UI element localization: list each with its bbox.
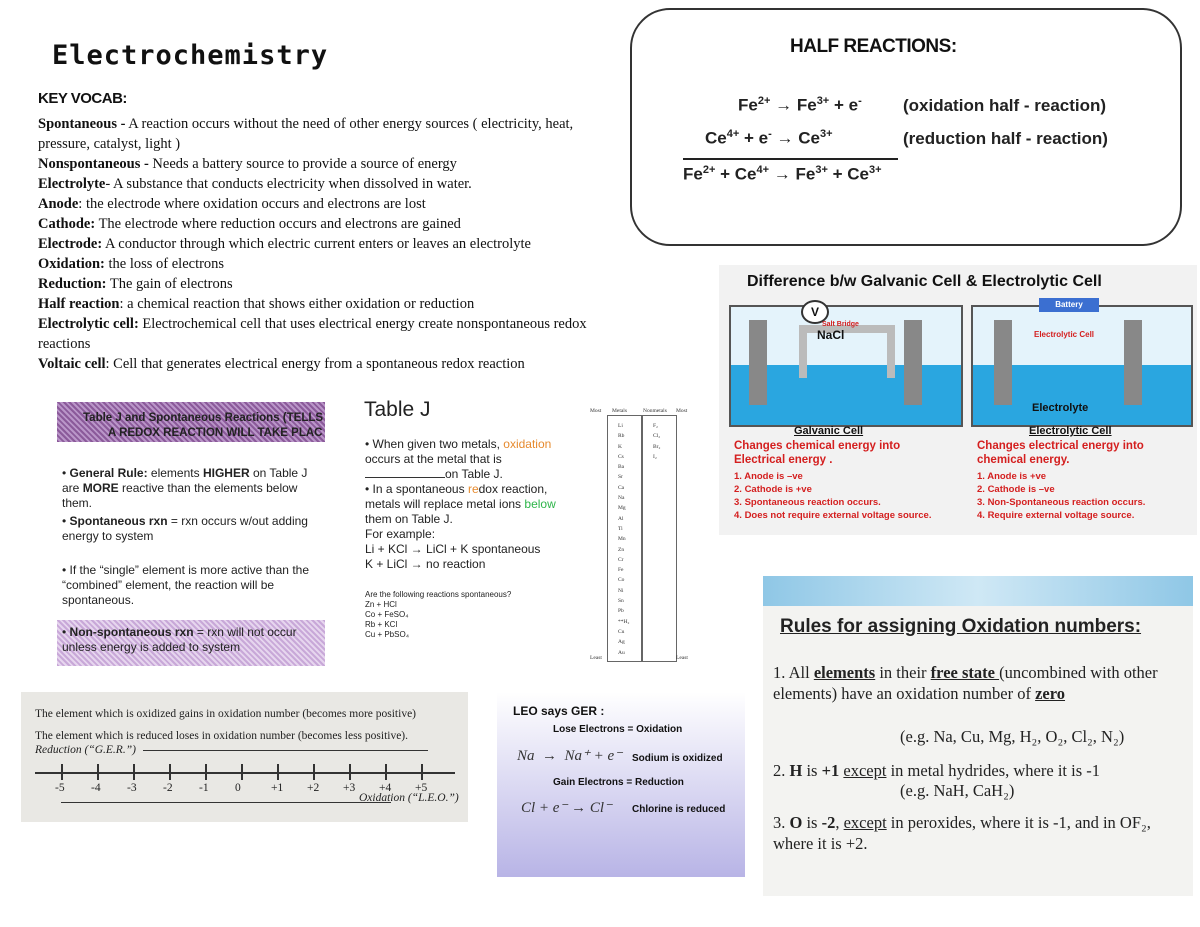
- metal-item: Mn: [618, 536, 626, 543]
- gain-electrons-line: Gain Electrons = Reduction: [553, 777, 684, 788]
- half-reactions-title: HALF REACTIONS:: [790, 36, 957, 57]
- sodium-note: Sodium is oxidized: [632, 753, 723, 764]
- vocab-item: Reduction: The gain of electrons: [38, 276, 233, 292]
- galvanic-title: Difference b/w Galvanic Cell & Electrolytic Cell: [747, 273, 1102, 290]
- vocab-heading: KEY VOCAB:: [38, 90, 127, 107]
- page-title: Electrochemistry: [52, 40, 329, 71]
- nacl-label: NaCl: [817, 328, 845, 342]
- salt-bridge-label: Salt Bridge: [822, 321, 859, 328]
- tj-line: • When given two metals, oxidation: [365, 437, 552, 451]
- tj-line: occurs at the metal that is: [365, 452, 502, 466]
- metal-item: Ca: [618, 484, 625, 491]
- rule-1: 1. All elements in their free state (uncombined with other elements) have an oxidation number of zero: [773, 663, 1158, 703]
- oxidation-arrow: [61, 802, 391, 803]
- vocab-item: Oxidation: the loss of electrons: [38, 256, 225, 272]
- tick-label: 0: [235, 782, 241, 794]
- electrolytic-anode: [994, 320, 1012, 405]
- activity-series-table: [590, 405, 690, 661]
- tj-line: Li + KCl → LiCl + K spontaneous: [365, 542, 541, 556]
- tj-question-item: Cu + PbSO₄: [365, 630, 409, 639]
- sodium-equation: Na → Na⁺ + e⁻: [517, 748, 623, 764]
- galvanic-point: 3. Spontaneous reaction occurs.: [734, 497, 881, 508]
- reduced-statement: The element which is reduced loses in oxidation number (becomes less positive).: [35, 730, 409, 742]
- metal-item: Li: [618, 423, 623, 429]
- tj-line: metals will replace metal ions below: [365, 497, 556, 511]
- tj-line: K + LiCl → no reaction: [365, 557, 486, 571]
- tick-mark: [277, 764, 279, 780]
- reduction-label: Reduction (“G.E.R.”): [35, 744, 136, 756]
- electrolytic-cell-label: Electrolytic Cell: [1034, 330, 1095, 339]
- rule-1-example: (e.g. Na, Cu, Mg, H₂, O₂, Cl₂, N₂): [900, 727, 1125, 746]
- galvanic-cell-sub: Changes chemical energy into Electrical energy .: [734, 440, 901, 466]
- overall-equation: $Fe^{2+} + Ce^{4+} \to Fe^{3+} + Ce^{3+}$: [683, 164, 882, 184]
- rule-bullet-4: • Non-spontaneous rxn = rxn will not occur unless energy is added to system: [62, 625, 297, 654]
- leo-title: LEO says GER :: [513, 704, 605, 718]
- vocab-item: Electrolytic cell: Electrochemical cell that uses electrical energy create nonspontaneous redox reactions: [38, 316, 587, 352]
- tick-mark: [241, 764, 243, 780]
- vocab-item: Anode: the electrode where oxidation occurs and electrons are lost: [38, 196, 426, 212]
- tick-label: +1: [271, 782, 284, 794]
- oxidation-number-line-figure: [21, 692, 468, 822]
- tick-mark: [385, 764, 387, 780]
- nonmetal-item: I₂: [653, 453, 657, 460]
- salt-bridge: [799, 325, 895, 378]
- metal-item: Ba: [618, 464, 625, 471]
- oxidation-equation: $Fe^{2+} \to Fe^{3+} + e^-$: [738, 95, 862, 115]
- tick-mark: [97, 764, 99, 780]
- nonmetal-item: Br₂: [653, 443, 661, 450]
- reduction-label: (reduction half - reaction): [903, 129, 1108, 148]
- oxidation-rules-figure: [763, 576, 1193, 896]
- metal-item: Ti: [618, 525, 623, 532]
- nonmetals-list: [653, 421, 660, 462]
- tick-label: +3: [343, 782, 356, 794]
- reduction-arrow: [143, 750, 428, 751]
- metal-item: Ni: [618, 587, 624, 594]
- galvanic-points: [734, 470, 931, 522]
- electrolytic-point: 2. Cathode is –ve: [977, 484, 1055, 495]
- tick-label: +4: [379, 782, 392, 794]
- nonmetals-header: Nonmetals: [643, 408, 667, 414]
- rule-3: 3. O is -2, except in peroxides, where it is -1, and in OF₂, where it is +2.: [773, 813, 1151, 853]
- galvanic-point: 2. Cathode is +ve: [734, 484, 812, 495]
- metal-item: Al: [618, 515, 624, 522]
- metal-item: Cr: [618, 556, 624, 563]
- metal-item: Cs: [618, 453, 624, 460]
- tj-question-item: Zn + HCl: [365, 600, 397, 609]
- metal-item: K: [618, 443, 622, 450]
- reduction-equation: $Ce^{4+} + e^- \to Ce^{3+}$: [705, 128, 833, 148]
- tick-label: +5: [415, 782, 428, 794]
- tick-label: -5: [55, 782, 65, 794]
- tj-question-item: Rb + KCl: [365, 620, 398, 629]
- nonmetal-item: Cl₂: [653, 433, 661, 440]
- rule-bullet-2: • Spontaneous rxn = rxn occurs w/out adding energy to system: [62, 514, 308, 543]
- tick-label: -2: [163, 782, 173, 794]
- tick-mark: [313, 764, 315, 780]
- nonmetal-item: F₂: [653, 423, 658, 429]
- electrolytic-cathode: [1124, 320, 1142, 405]
- rule-2-example: (e.g. NaH, CaH₂): [900, 781, 1015, 800]
- metals-list: [618, 421, 629, 658]
- metal-item: Sn: [618, 598, 624, 605]
- electrolytic-point: 4. Require external voltage source.: [977, 510, 1135, 521]
- galvanic-vs-electrolytic-figure: [719, 265, 1197, 535]
- metal-item: **H₂: [618, 618, 630, 625]
- banner-line-1: Table J and Spontaneous Reactions (TELLS: [83, 412, 324, 424]
- metal-item: Fe: [618, 567, 624, 574]
- metal-item: Mg: [618, 505, 626, 512]
- electrolytic-points: [977, 470, 1145, 522]
- most-label: Most: [590, 408, 602, 414]
- chlorine-note: Chlorine is reduced: [632, 804, 726, 815]
- metal-item: Co: [618, 577, 625, 584]
- tick-mark: [421, 764, 423, 780]
- most-label-right: Most: [676, 408, 688, 414]
- voltmeter-icon: V: [801, 300, 829, 324]
- tick-label: -4: [91, 782, 101, 794]
- sum-line: [683, 158, 898, 160]
- tick-mark: [61, 764, 63, 780]
- vocab-item: Electrode: A conductor through which electric current enters or leaves an electrolyte: [38, 236, 531, 252]
- tj-question: Are the following reactions spontaneous?: [365, 590, 512, 599]
- tick-mark: [349, 764, 351, 780]
- least-label-right: Least: [676, 655, 688, 661]
- tick-mark: [205, 764, 207, 780]
- electrolytic-point: 3. Non-Spontaneous reaction occurs.: [977, 497, 1146, 508]
- banner-line-2: A REDOX REACTION WILL TAKE PLAC: [108, 427, 323, 439]
- oxidation-label: (oxidation half - reaction): [903, 96, 1107, 115]
- vocab-item: Spontaneous - A reaction occurs without the need of other energy sources ( electricity, heat, pressure, catalyst, light ): [38, 116, 574, 152]
- metals-header: Metals: [612, 408, 627, 414]
- tj-line: • In a spontaneous redox reaction,: [365, 482, 548, 496]
- least-label: Least: [590, 655, 602, 661]
- metal-item: Ag: [618, 639, 625, 646]
- vocab-list: [38, 114, 628, 374]
- rule-bullet-1: • General Rule: elements HIGHER on Table J are MORE reactive than the elements below them.: [62, 466, 308, 510]
- tick-mark: [133, 764, 135, 780]
- tick-label: -3: [127, 782, 137, 794]
- metal-item: Rb: [618, 433, 625, 440]
- table-j-explanation: [365, 437, 585, 572]
- metal-item: Cu: [618, 628, 625, 635]
- tick-label: +2: [307, 782, 320, 794]
- tj-line: them on Table J.: [365, 512, 453, 526]
- metal-item: Pb: [618, 608, 624, 615]
- tick-mark: [169, 764, 171, 780]
- rule-2: 2. H is +1 except in metal hydrides, where it is -1: [773, 761, 1100, 780]
- oxidized-statement: The element which is oxidized gains in oxidation number (becomes more positive): [35, 708, 416, 720]
- vocab-item: Cathode: The electrode where reduction occurs and electrons are gained: [38, 216, 461, 232]
- leo-ger-figure: [497, 692, 745, 877]
- vocab-item: Voltaic cell: Cell that generates electrical energy from a spontaneous redox reaction: [38, 356, 525, 372]
- electrolytic-cell-heading: Electrolytic Cell: [1029, 425, 1112, 437]
- rule-bullet-3: • If the “single” element is more active than the “combined” element, the reaction will be spontaneous.: [62, 563, 309, 607]
- tj-line: For example:: [365, 527, 436, 541]
- rules-title: Rules for assigning Oxidation numbers:: [780, 616, 1142, 637]
- lose-electrons-line: Lose Electrons = Oxidation: [553, 724, 683, 735]
- vocab-item: Half reaction: a chemical reaction that shows either oxidation or reduction: [38, 296, 475, 312]
- metal-item: Na: [618, 495, 625, 502]
- galvanic-point: 1. Anode is –ve: [734, 471, 803, 482]
- tj-question-item: Co + FeSO₄: [365, 610, 409, 619]
- galvanic-point: 4. Does not require external voltage source.: [734, 510, 932, 521]
- metal-item: Sr: [618, 474, 623, 481]
- oxidation-label: Oxidation (“L.E.O.”): [359, 792, 459, 804]
- electrolyte-label: Electrolyte: [1032, 402, 1089, 414]
- anode-electrode: [749, 320, 767, 405]
- galvanic-cell-heading: Galvanic Cell: [794, 425, 864, 437]
- metal-item: Au: [618, 649, 625, 656]
- vocab-item: Nonspontaneous - Needs a battery source to provide a source of energy: [38, 156, 457, 172]
- vocab-item: Electrolyte- A substance that conducts electricity when dissolved in water.: [38, 176, 472, 192]
- battery-icon: Battery: [1039, 298, 1099, 312]
- rules-header-band: [763, 576, 1193, 606]
- metal-item: Zn: [618, 546, 625, 553]
- table-j-title: Table J: [364, 398, 431, 421]
- electrolytic-point: 1. Anode is +ve: [977, 471, 1047, 482]
- cathode-electrode: [904, 320, 922, 405]
- tj-line: on Table J.: [365, 467, 585, 482]
- chlorine-equation: Cl + e⁻ → Cl⁻: [521, 800, 612, 816]
- electrolytic-cell-sub: Changes electrical energy into chemical energy.: [977, 440, 1144, 466]
- table-j-questions: [365, 590, 511, 640]
- tick-label: -1: [199, 782, 209, 794]
